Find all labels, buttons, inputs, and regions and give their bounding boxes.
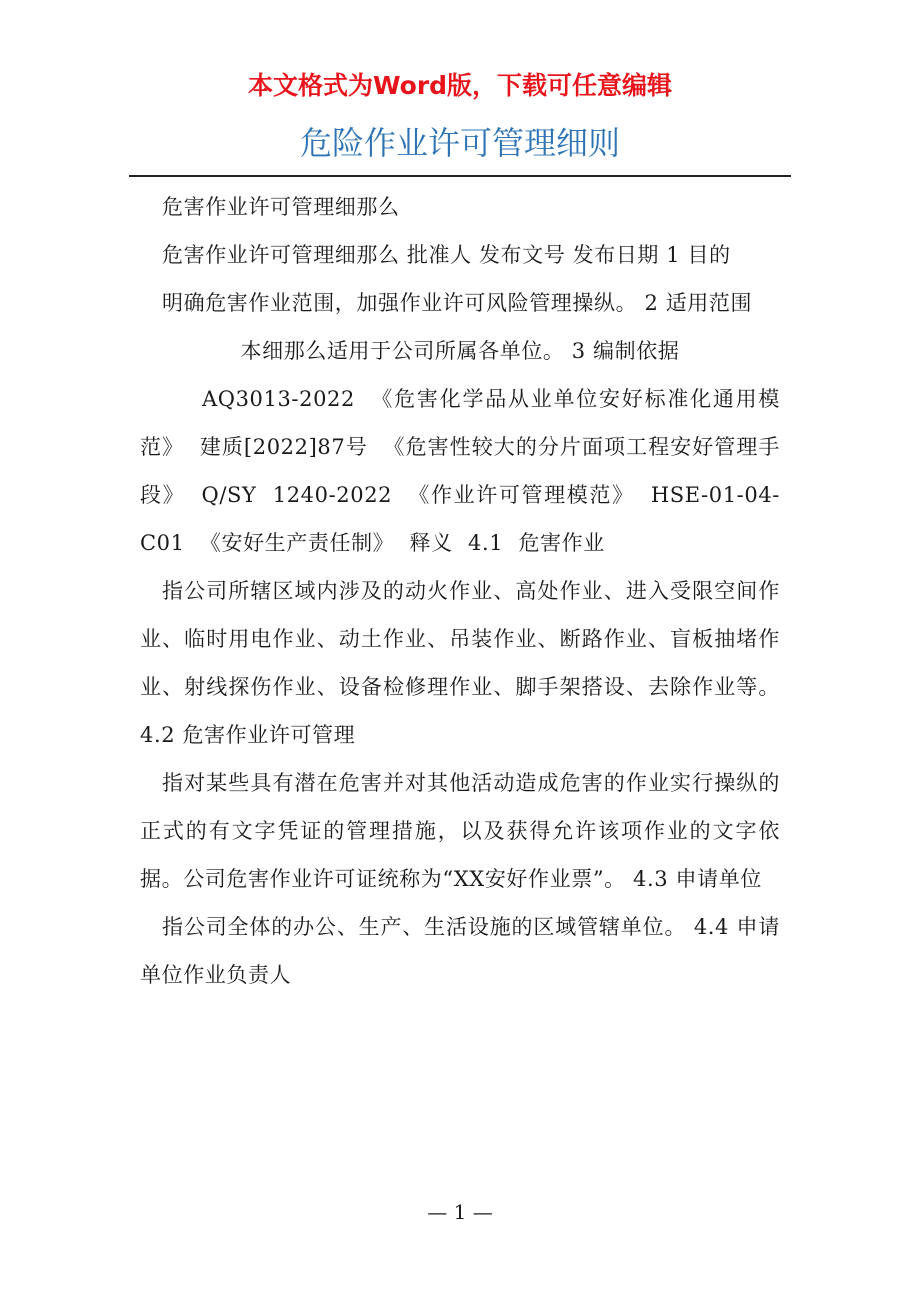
paragraph-hazardous-work-definition: 指公司所辖区域内涉及的动火作业、高处作业、进入受限空间作业、临时用电作业、动土作业、吊装作业、断路作业、盲板抽堵作业、射线探伤作业、设备检修理作业、脚手架搭设、去除作业等。 4.2 危害作业许可管理 [140, 579, 780, 747]
title-divider [129, 175, 791, 177]
paragraph-permit-management-definition: 指对某些具有潜在危害并对其他活动造成危害的作业实行操纵的正式的有文字凭证的管理措施，以及获得允许该项作业的文字依据。公司危害作业许可证统称为“XX安好作业票”。 4.3 申请单位 [140, 771, 780, 891]
download-notice-banner: 本文格式为Word版，下载可任意编辑 [247, 71, 673, 100]
paragraph-subtitle: 危害作业许可管理细那么 [162, 195, 400, 219]
paragraph-applicant-unit-definition: 指公司全体的办公、生产、生活设施的区域管辖单位。 4.4 申请单位作业负责人 [140, 915, 780, 987]
document-body [140, 183, 780, 999]
paragraph-scope-intro: 明确危害作业范围，加强作业许可风险管理操纵。 2 适用范围 [162, 291, 753, 315]
page-number: — 1 — [427, 1200, 493, 1224]
paragraph-applicability: 本细那么适用于公司所属各单位。 3 编制依据 [240, 339, 680, 363]
paragraph-approval-purpose: 危害作业许可管理细那么 批准人 发布文号 发布日期 1 目的 [162, 243, 731, 267]
paragraph-references: AQ3013-2022 《危害化学品从业单位安好标准化通用模范》 建质[2022]87号 《危害性较大的分片面项工程安好管理手段》 Q/SY 1240-2022 《作业许可管理模范》 HSE-01-04-C01 《安好生产责任制》 释义 4.1 危害作业 [140, 387, 780, 555]
document-title: 危险作业许可管理细则 [299, 124, 620, 162]
